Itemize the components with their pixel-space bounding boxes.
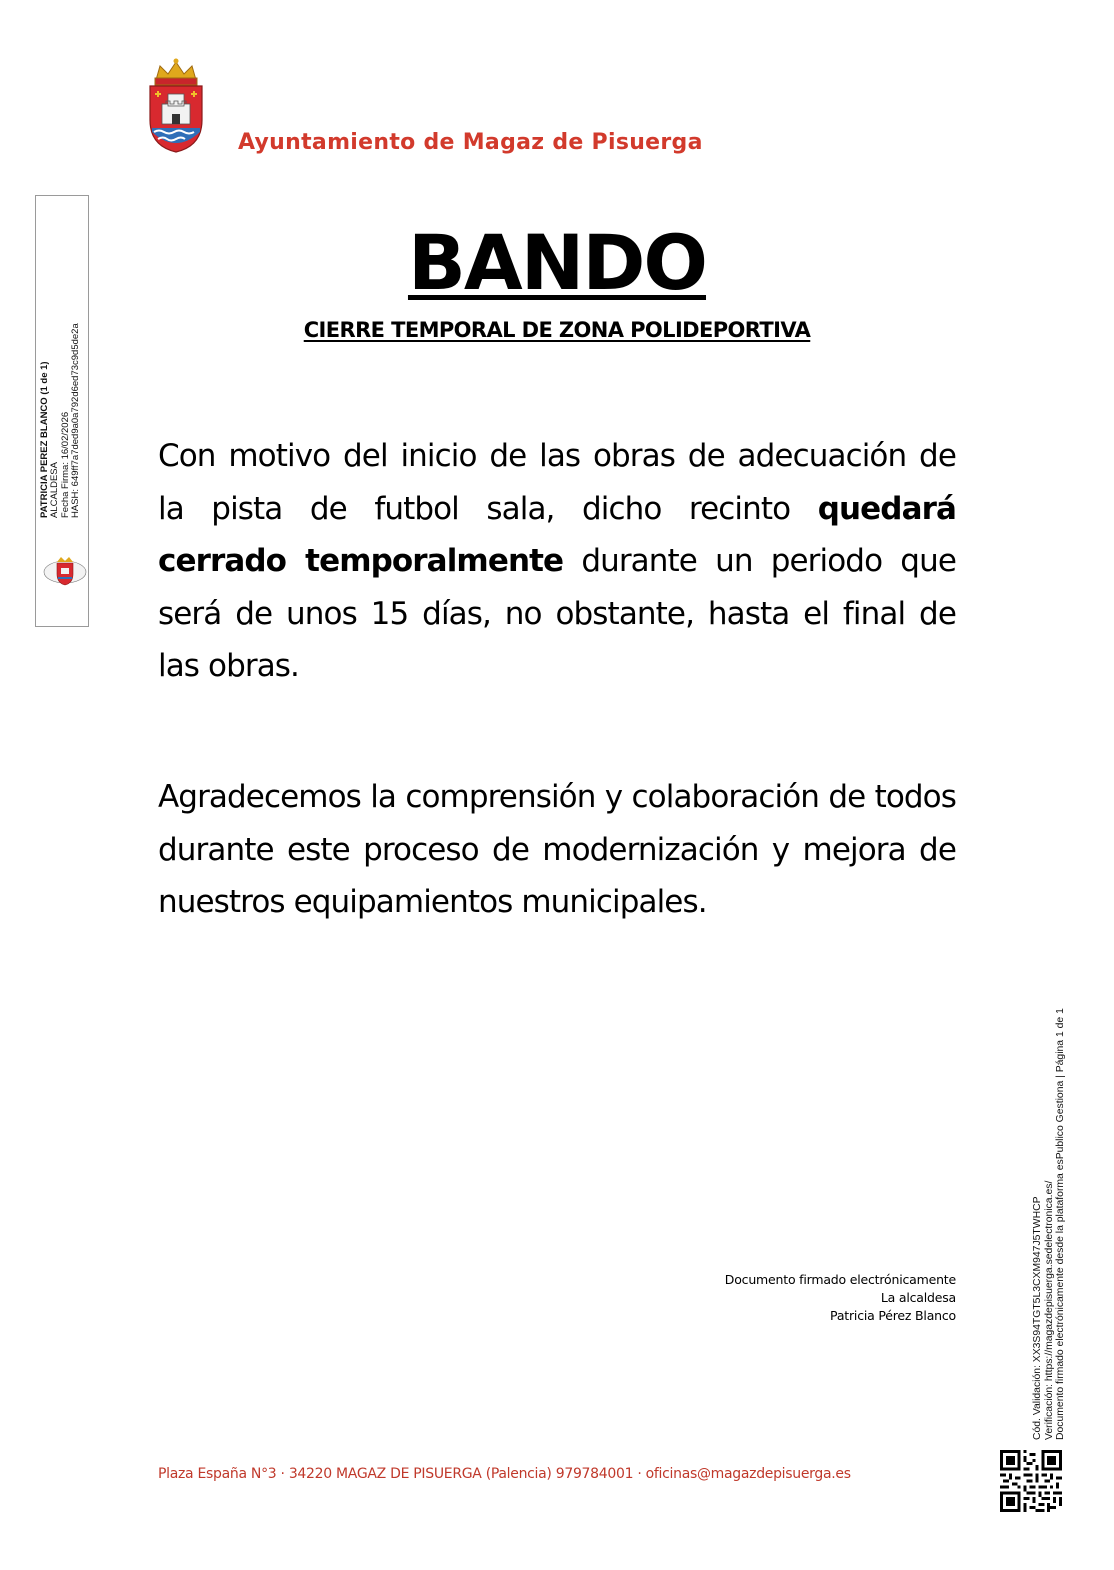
qr-code-icon [1000, 1450, 1062, 1512]
stamp-signer: PATRICIA PEREZ BLANCO (1 de 1) [39, 361, 50, 518]
paragraph-1-end: durante un periodo que será de unos 15 días, no obstante, hasta el final de las obras. [158, 543, 956, 684]
stamp-hash: HASH: 649ff7a7ded9a0a792d6ed73c9d5de2a [70, 323, 82, 518]
verification-url[interactable]: Verificación: https://magazdepisuerga.sedelectronica.es/ [1043, 1180, 1055, 1440]
verification-platform: Documento firmado electrónicamente desde la plataforma esPublico Gestiona | Página 1 de 1 [1055, 1008, 1067, 1440]
paragraph-1-emphasis: quedará cerrado temporalmente [158, 490, 956, 579]
document-subtitle [0, 318, 1114, 342]
paragraph-1 [158, 430, 956, 693]
verification-code: Cód. Validación: XX3S94TGT5L3CXM947J5TWHCP [1032, 1196, 1043, 1440]
paragraph-1-start: Con motivo del inicio de las obras de adecuación de la pista de futbol sala, dicho recinto [158, 438, 956, 527]
paragraph-2: Agradecemos la comprensión y colaboración de todos durante este proceso de modernización y mejora de nuestros equipamientos municipales. [158, 779, 956, 920]
title-text: BANDO [407, 218, 707, 307]
subtitle-text: CIERRE TEMPORAL DE ZONA POLIDEPORTIVA [303, 318, 811, 342]
document-title [0, 218, 1114, 308]
municipal-coat-of-arms-logo [146, 58, 206, 154]
footer-contact: Plaza España N°3 · 34220 MAGAZ DE PISUERGA (Palencia) 979784001 · oficinas@magazdepisuerga.es [158, 1466, 851, 1482]
signature-line-2: La alcaldesa [880, 1290, 956, 1305]
signature-block [725, 1271, 956, 1325]
stamp-date: Fecha Firma: 16/02/2026 [59, 411, 71, 518]
stamp-role: ALCALDESA [49, 462, 61, 518]
signature-line-3: Patricia Pérez Blanco [830, 1308, 956, 1323]
signature-stamp-text [40, 323, 82, 518]
stamp-crest-icon [42, 556, 88, 586]
signature-line-1: Documento firmado electrónicamente [724, 1272, 956, 1287]
verification-text [1032, 1008, 1067, 1440]
organization-name: Ayuntamiento de Magaz de Pisuerga [238, 130, 703, 155]
